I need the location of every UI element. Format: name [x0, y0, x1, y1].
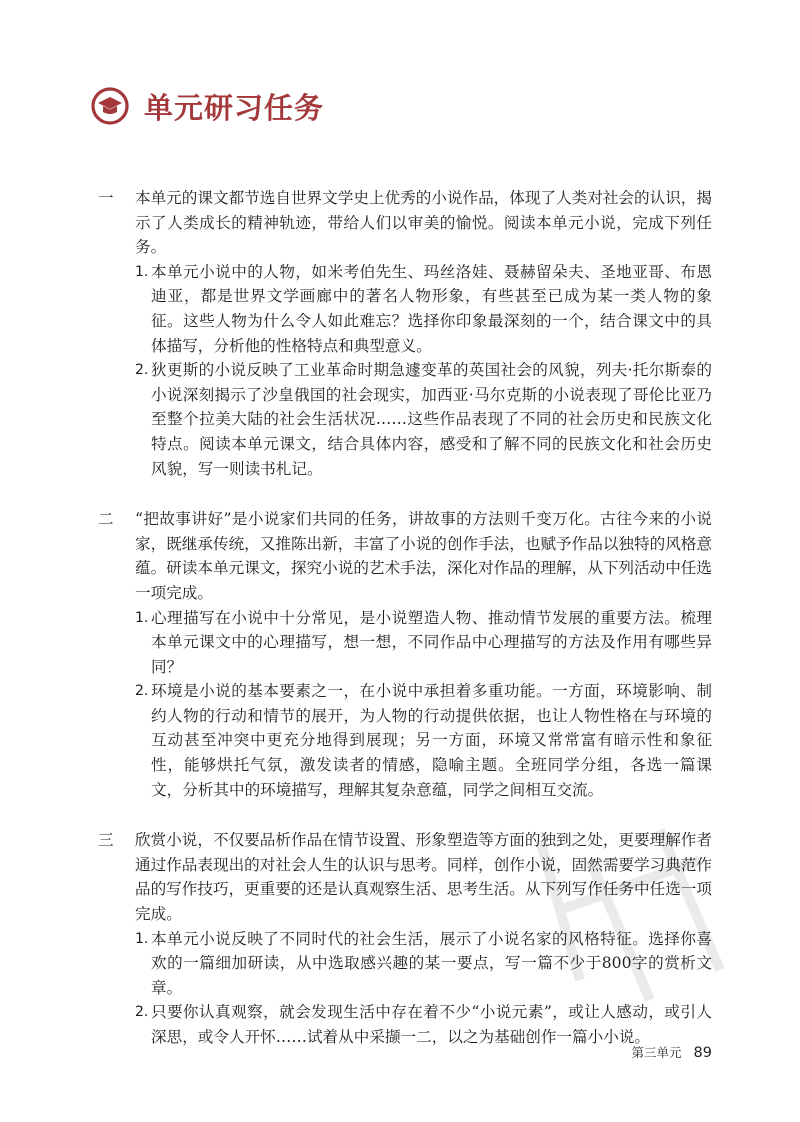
task-number: 2. — [135, 683, 149, 700]
section-number: 二 — [98, 510, 114, 529]
page-number: 89 — [693, 1045, 712, 1061]
task-item — [135, 260, 712, 358]
task-number: 1. — [135, 609, 149, 626]
task-text: 狄更斯的小说反映了工业革命时期急遽变革的英国社会的风貌，列夫·托尔斯泰的小说深刻揭示了沙皇俄国的社会现实，加西亚·马尔克斯的小说表现了哥伦比亚乃至整个拉美大陆的社会生活状况……这些作品表现了不同的社会历史和民族文化特点。阅读本单元课文，结合具体内容，感受和了解不同的民族文化和社会历史风貌，写一则读书札记。 — [151, 361, 712, 478]
task-text: 只要你认真观察，就会发现生活中存在着不少“小说元素”，或让人感动，或引人深思，或令人开怀……试着从中采撷一二，以之为基础创作一篇小小说。 — [151, 1003, 712, 1046]
task-number: 1. — [135, 930, 149, 947]
task-number: 2. — [135, 362, 149, 379]
task-text: 本单元小说反映了不同时代的社会生活，展示了小说名家的风格特征。选择你喜欢的一篇细加研读，从中选取感兴趣的某一要点，写一篇不少于800字的赏析文章。 — [151, 929, 712, 997]
task-text: 心理描写在小说中十分常见，是小说塑造人物、推动情节发展的重要方法。梳理本单元课文中的心理描写，想一想，不同作品中心理描写的方法及作用有哪些异同？ — [151, 608, 712, 676]
task-list — [135, 260, 712, 481]
task-number: 1. — [135, 263, 149, 280]
task-list — [135, 606, 712, 803]
section-text: “把故事讲好”是小说家们共同的任务，讲故事的方法则千变万化。古往今来的小说家，既继承传统，又推陈出新，丰富了小说的创作手法，也赋予作品以独特的风格意蕴。研读本单元课文，探究小说的艺术手法，深化对作品的理解，从下列活动中任选一项完成。 — [135, 510, 712, 602]
footer-unit-label: 第三单元 — [631, 1045, 682, 1060]
section-2 — [98, 507, 712, 802]
task-text: 本单元小说中的人物，如米考伯先生、玛丝洛娃、聂赫留朵夫、圣地亚哥、布恩迪亚，都是世界文学画廊中的著名人物形象，有些甚至已成为某一类人物的象征。这些人物为什么令人如此难忘？选择你印象最深刻的一个，结合课文中的具体描写，分析他的性格特点和典型意义。 — [151, 262, 712, 355]
task-item — [135, 358, 712, 481]
page-footer — [632, 1043, 712, 1061]
page-title: 单元研习任务 — [144, 90, 325, 125]
section-1 — [98, 186, 712, 481]
task-number: 2. — [135, 1004, 149, 1021]
section-text: 本单元的课文都节选自世界文学史上优秀的小说作品，体现了人类对社会的认识，揭示了人类成长的精神轨迹，带给人们以审美的愉悦。阅读本单元小说，完成下列任务。 — [135, 189, 712, 257]
section-number: 一 — [98, 189, 114, 207]
task-text: 环境是小说的基本要素之一，在小说中承担着多重功能。一方面，环境影响、制约人物的行动和情节的展开，为人物的行动提供依据，也让人物性格在与环境的互动甚至冲突中更充分地得到展现；另一方面，环境又常常富有暗示性和象征性，能够烘托气氛，激发读者的情感，隐喻主题。全班同学分组，各选一篇课文，分析其中的环境描写，理解其复杂意蕴，同学之间相互交流。 — [151, 682, 712, 799]
section-text: 欣赏小说，不仅要品析作品在情节设置、形象塑造等方面的独到之处，更要理解作者通过作品表现出的对社会人生的认识与思考。同样，创作小说，固然需要学习典范作品的写作技巧，更重要的还是认真观察生活、思考生活。从下列写作任务中任选一项完成。 — [135, 831, 712, 924]
page-header — [90, 84, 324, 128]
graduation-cap-icon — [90, 86, 130, 126]
section-number: 三 — [98, 831, 114, 850]
task-item — [135, 679, 712, 802]
task-item — [135, 606, 712, 680]
watermark-decoration — [500, 800, 760, 1020]
